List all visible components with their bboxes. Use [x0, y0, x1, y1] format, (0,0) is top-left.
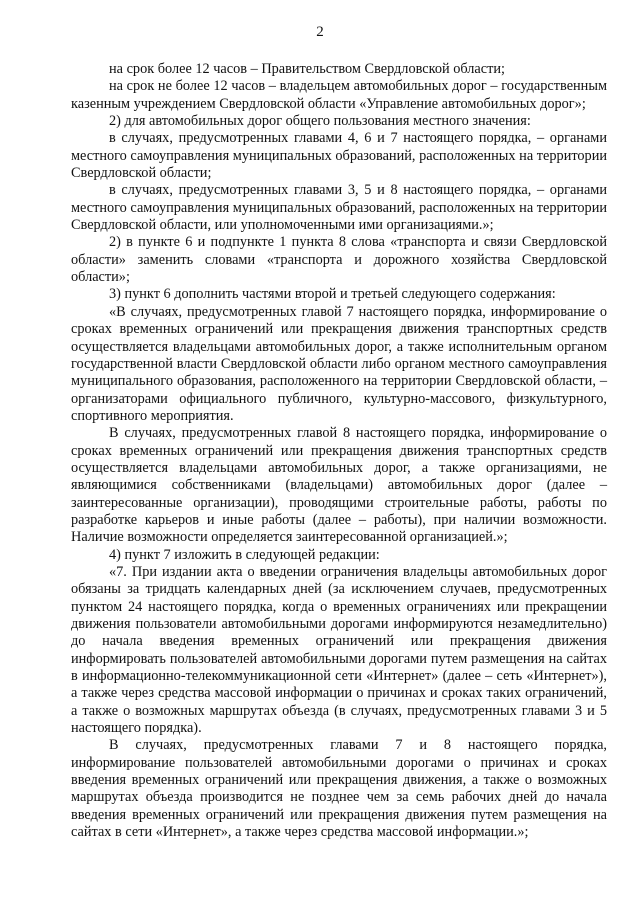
paragraph-amendment-2: 2) в пункте 6 и подпункте 1 пункта 8 слова «транспорта и связи Свердловской области» заменить словами «транспорта и дорожного хозяйства Свердловской области»;: [71, 234, 607, 286]
paragraph-amendment-3: 3) пункт 6 дополнить частями второй и третьей следующего содержания:: [109, 286, 556, 303]
paragraph-chapter-8-informing: В случаях, предусмотренных главой 8 настоящего порядка, информирование о сроках временных ограничений или прекращения движения транспортных средств осуществляется владельцами автомобильных дорог, а также организациями, не являющимися собственниками (владельцами) автомобильных дорог (далее – заинтересованные организации), проводящими строительные работы, работы по разработке карьеров и иные работы (далее – работы), при наличии возможности. Наличие возможности определяется заинтересованной организацией.»;: [71, 425, 607, 546]
paragraph-clause-7: «7. При издании акта о введении ограничения владельцы автомобильных дорог обязаны за тридцать календарных дней (за исключением случаев, предусмотренных пунктом 24 настоящего порядка, когда о временных ограничениях или прекращении движения пользователи автомобильными дорогами информируются незамедлительно) до начала введения временных ограничений или прекращения движения информировать пользователей автомобильными дорогами путем размещения на сайтах в информационно-телекоммуникационной сети «Интернет» (далее – сеть «Интернет»), а также через средства массовой информации о причинах и сроках таких ограничений, а также о возможных маршрутах объезда (в случаях, предусмотренных главами 3 и 5 настоящего порядка).: [71, 563, 607, 737]
paragraph-term-over-12-hours: на срок более 12 часов – Правительством Свердловской области;: [109, 61, 505, 77]
page-number: 2: [316, 24, 324, 40]
paragraph-local-roads: 2) для автомобильных дорог общего пользования местного значения:: [109, 113, 531, 130]
paragraph-chapters-3-5-8: в случаях, предусмотренных главами 3, 5 и 8 настоящего порядка, – органами местного самоуправления муниципальных образований, расположенных на территории Свердловской области, или уполномоченными ими организациями.»;: [71, 182, 607, 234]
paragraph-chapter-7-informing: «В случаях, предусмотренных главой 7 настоящего порядка, информирование о сроках временных ограничений или прекращения движения транспортных средств осуществляется владельцами автомобильных дорог, а также исполнительным органом государственной власти Свердловской области либо органом местного самоуправления муниципального образования, расположенного на территории Свердловской области, – организаторами официального публичного, культурно-массового, физкультурного, спортивного мероприятия.: [71, 303, 607, 424]
paragraph-term-under-12-hours: на срок не более 12 часов – владельцем автомобильных дорог – государственным казенным учреждением Свердловской области «Управление автомобильных дорог»;: [71, 78, 607, 112]
paragraph-chapters-7-8-informing: В случаях, предусмотренных главами 7 и 8 настоящего порядка, информирование пользователей автомобильными дорогами о причинах и сроках введения временных ограничений или прекращения движения, а также о возможных маршрутах объезда производится не позднее чем за семь рабочих дней до начала введения временных ограничений или прекращения движения путем размещения на сайтах в сети «Интернет», а также через средства массовой информации.»;: [71, 737, 607, 841]
paragraph-amendment-4: 4) пункт 7 изложить в следующей редакции:: [109, 546, 380, 563]
document-body: [71, 61, 607, 841]
paragraph-chapters-4-6-7: в случаях, предусмотренных главами 4, 6 и 7 настоящего порядка, – органами местного самоуправления муниципальных образований, расположенных на территории Свердловской области;: [71, 130, 607, 182]
